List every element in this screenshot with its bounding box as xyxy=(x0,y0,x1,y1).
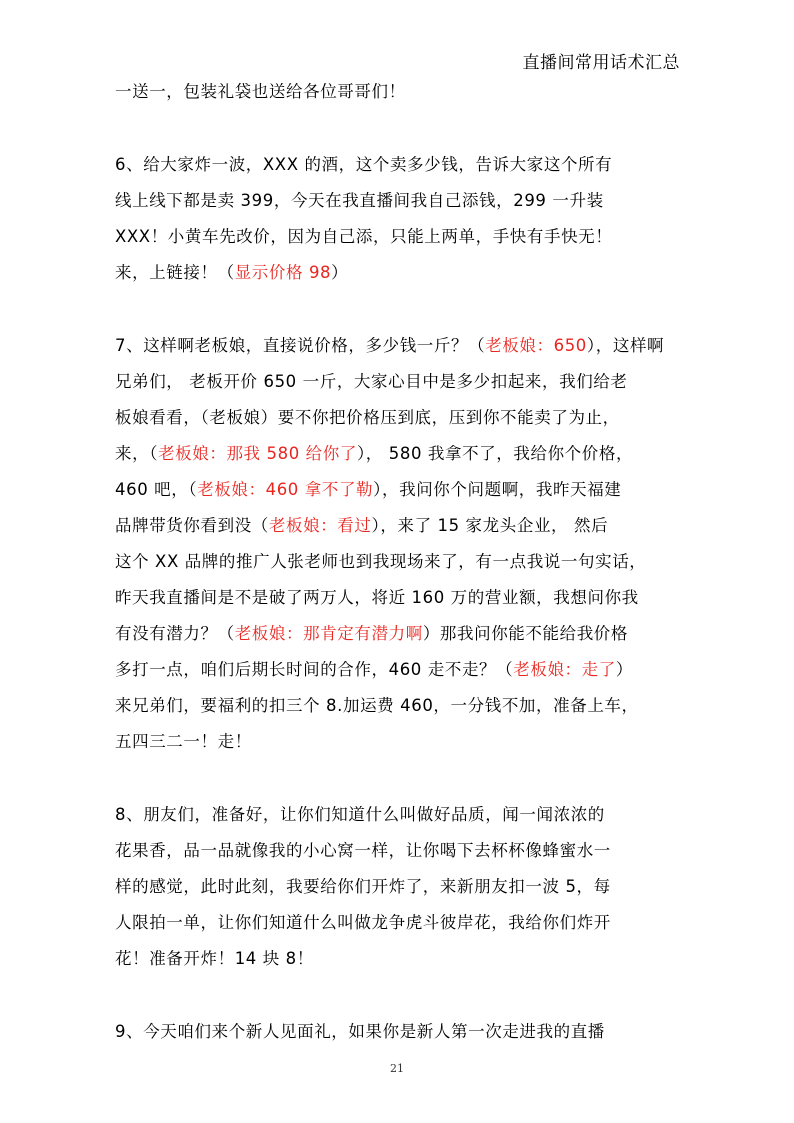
highlighted-note: 老板娘：那我 580 给你了 xyxy=(158,444,357,463)
text-line: 线上线下都是卖 399，今天在我直播间我自己添钱，299 一升装 xyxy=(115,191,604,210)
text-line: XXX！小黄车先改价，因为自己添，只能上两单，手快有手快无！ xyxy=(115,227,613,246)
highlighted-note: 老板娘：看过 xyxy=(268,516,372,535)
text-line: 7、这样啊老板娘，直接说价格，多少钱一斤？（老板娘：650），这样啊 xyxy=(115,336,665,355)
highlighted-note: 老板娘：650 xyxy=(485,336,587,355)
page-number: 21 xyxy=(390,1062,404,1075)
text-line: 来，（老板娘：那我 580 给你了）， 580 我拿不了，我给你个价格， xyxy=(115,444,634,463)
text-line: 昨天我直播间是不是破了两万人，将近 160 万的营业额，我想问你我 xyxy=(115,588,639,607)
text-line: 来兄弟们，要福利的扣三个 8.加运费 460，一分钱不加，准备上车， xyxy=(115,696,639,715)
text-line: 6、给大家炸一波，XXX 的酒，这个卖多少钱，告诉大家这个所有 xyxy=(115,155,613,174)
text-line: 这个 XX 品牌的推广人张老师也到我现场来了，有一点我说一句实话， xyxy=(115,552,647,571)
text-line: 9、今天咱们来个新人见面礼，如果你是新人第一次走进我的直播 xyxy=(115,1022,605,1041)
text-line: 品牌带货你看到没（老板娘：看过），来了 15 家龙头企业， 然后 xyxy=(115,516,609,535)
text-line: 8、朋友们，准备好，让你们知道什么叫做好品质，闻一闻浓浓的 xyxy=(115,805,605,824)
highlighted-note: 老板娘：460 拿不了勒 xyxy=(197,480,374,499)
highlighted-note: 老板娘：那肯定有潜力啊 xyxy=(234,624,423,643)
text-line: 样的感觉，此时此刻，我要给你们开炸了，来新朋友扣一波 5，每 xyxy=(115,877,611,896)
text-line: 460 吧，（老板娘：460 拿不了勒），我问你个问题啊，我昨天福建 xyxy=(115,480,622,499)
page-header: 直播间常用话术汇总 xyxy=(522,53,680,73)
text-line: 一送一，包装礼袋也送给各位哥哥们！ xyxy=(115,82,406,101)
text-line: 多打一点，咱们后期长时间的合作，460 走不走？（老板娘：走了） xyxy=(115,660,633,679)
text-line: 人限拍一单，让你们知道什么叫做龙争虎斗彼岸花，我给你们炸开 xyxy=(115,913,611,932)
text-line: 兄弟们， 老板开价 650 一斤，大家心目中是多少扣起来，我们给老 xyxy=(115,372,628,391)
highlighted-note: 显示价格 98 xyxy=(234,263,332,282)
text-line: 五四三二一！走！ xyxy=(115,732,252,751)
text-line: 来，上链接！（显示价格 98） xyxy=(115,263,349,282)
text-line: 花！准备开炸！14 块 8！ xyxy=(115,949,314,968)
text-line: 有没有潜力？（老板娘：那肯定有潜力啊）那我问你能不能给我价格 xyxy=(115,624,629,643)
text-line: 板娘看看，（老板娘）要不你把价格压到底，压到你不能卖了为止， xyxy=(115,408,620,427)
text-line: 花果香，品一品就像我的小心窝一样，让你喝下去杯杯像蜂蜜水一 xyxy=(115,841,611,860)
highlighted-note: 老板娘：走了 xyxy=(513,660,616,679)
